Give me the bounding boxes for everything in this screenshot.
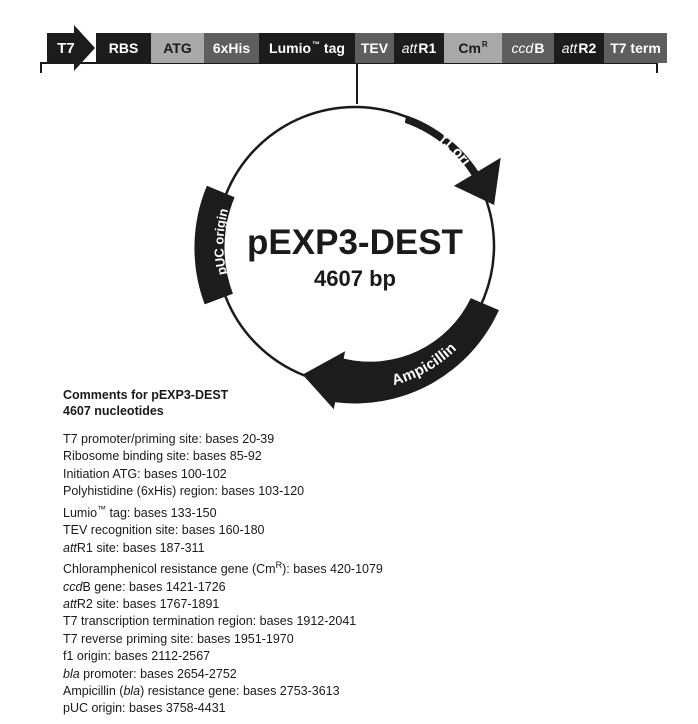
comment-text-post: tag: bases 133-150: [106, 505, 217, 520]
comment-item: [63, 596, 383, 613]
feature-6xhis-label: 6xHis: [212, 40, 251, 56]
comment-text: Chloramphenicol resistance gene (Cm: [63, 562, 276, 577]
comment-italic: bla: [123, 684, 141, 698]
comment-text: TEV recognition site: bases 160-180: [63, 523, 265, 538]
comment-text: f1 origin: bases 2112-2567: [63, 649, 211, 664]
comment-text: pUC origin: bases 3758-4431: [63, 701, 226, 716]
comment-item: [63, 540, 383, 557]
ampicillin-label: Ampicillin: [389, 339, 460, 390]
feature-cmr-superscript: R: [481, 39, 488, 49]
comment-item: [63, 579, 383, 596]
comment-text: R1 site: bases 187-311: [76, 540, 205, 555]
comment-item: [63, 557, 383, 579]
feature-t7-label: T7: [57, 39, 75, 57]
feature-ccdb-italic: ccd: [511, 40, 534, 56]
comment-text: Ampicillin (: [63, 684, 124, 698]
comment-text-post: ): bases 420-1079: [282, 562, 383, 577]
feature-attr1-label: R1: [418, 40, 437, 56]
comments-title-line-1: Comments for pEXP3-DEST: [63, 388, 229, 402]
comment-item: [63, 431, 383, 448]
comment-text: B gene: bases 1421-1726: [82, 579, 226, 594]
comment-item: [63, 448, 383, 465]
comment-text: promoter: bases 2654-2752: [79, 666, 237, 681]
comment-text-post: ) resistance gene: bases 2753-3613: [140, 684, 340, 698]
comment-italic: att: [63, 540, 77, 555]
feature-t7-term-label: T7 term: [610, 40, 661, 56]
comment-item: [63, 483, 383, 500]
comment-item: [63, 501, 383, 523]
feature-ccdb-label: B: [534, 40, 545, 56]
comment-item: [63, 522, 383, 539]
comment-text: T7 promoter/priming site: bases 20-39: [63, 432, 275, 446]
feature-lumio-trademark: ™: [312, 39, 321, 49]
plasmid-name: pEXP3-DEST: [247, 223, 463, 262]
comment-item: [63, 700, 383, 717]
feature-lumio-suffix: tag: [320, 40, 345, 56]
comment-item: [63, 466, 383, 483]
comment-text: Initiation ATG: bases 100-102: [63, 466, 227, 481]
feature-attr1-italic: att: [401, 40, 418, 56]
puc-origin-label: pUC origin: [211, 206, 232, 277]
comment-superscript: R: [275, 560, 283, 570]
comment-text: Ribosome binding site: bases 85-92: [63, 449, 262, 464]
feature-tev-label: TEV: [360, 40, 389, 56]
feature-lumio-label: Lumio: [269, 40, 312, 56]
f1-ori-arc: [405, 115, 501, 205]
feature-attr2-italic: att: [561, 40, 578, 56]
ampicillin-arc: [303, 298, 499, 409]
feature-rbs-label: RBS: [108, 40, 139, 56]
comment-item: [63, 613, 383, 630]
comments-title: [63, 387, 228, 419]
comments-list: [63, 431, 383, 718]
comment-text: Lumio: [63, 505, 98, 520]
comment-text: T7 transcription termination region: bases 1912-2041: [63, 614, 357, 629]
plasmid-size: 4607 bp: [314, 266, 396, 291]
comment-italic: bla: [63, 666, 80, 681]
f1-ori-label: f1 ori: [436, 130, 474, 170]
comments-title-line-2: 4607 nucleotides: [63, 404, 164, 418]
comment-item: [63, 666, 383, 683]
comment-item: [63, 631, 383, 648]
comment-item: [63, 683, 383, 700]
feature-cmr-label: Cm: [458, 40, 481, 56]
comment-superscript: ™: [97, 503, 107, 514]
feature-atg-label: ATG: [163, 40, 192, 56]
feature-attr2-label: R2: [578, 40, 597, 56]
comment-text: Polyhistidine (6xHis) region: bases 103-120: [63, 484, 305, 499]
comment-text: T7 reverse priming site: bases 1951-1970: [63, 631, 294, 646]
comment-text: R2 site: bases 1767-1891: [76, 596, 220, 611]
comment-italic: ccd: [63, 579, 83, 594]
comment-item: [63, 648, 383, 665]
comment-italic: att: [63, 596, 77, 611]
